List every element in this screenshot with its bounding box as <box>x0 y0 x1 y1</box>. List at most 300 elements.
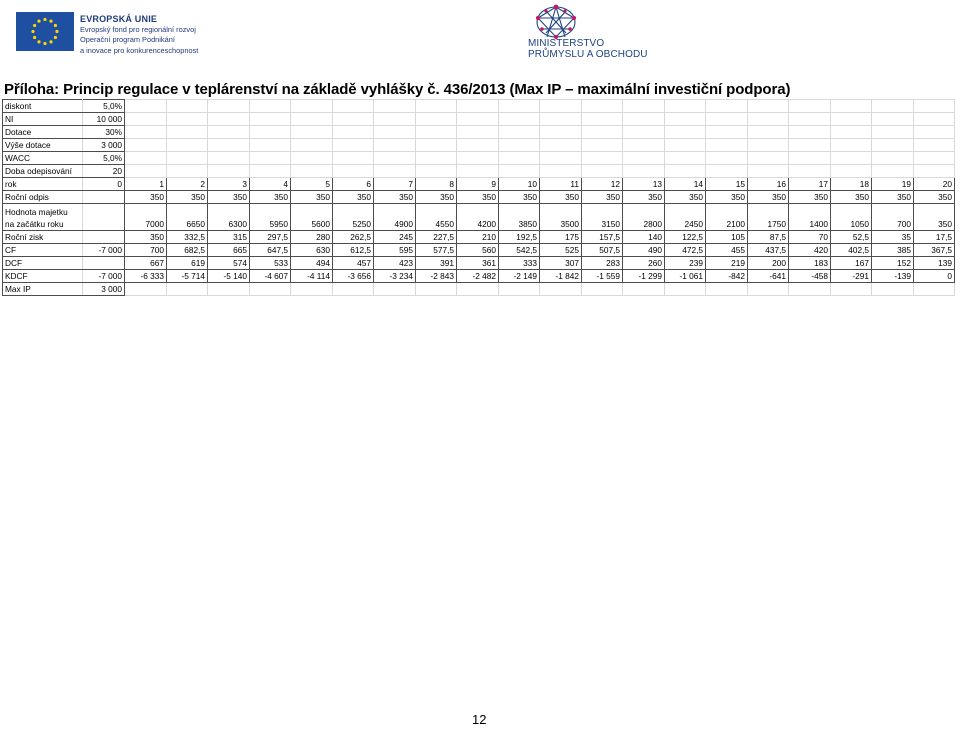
empty-cell <box>208 165 250 178</box>
table-cell: 4550 <box>416 204 457 231</box>
table-cell: 385 <box>872 244 914 257</box>
empty-cell <box>208 113 250 126</box>
table-cell: 350 <box>125 191 167 204</box>
empty-cell <box>540 283 582 296</box>
table-cell: 525 <box>540 244 582 257</box>
page-title: Příloha: Princip regulace v teplárenství na základě vyhlášky č. 436/2013 (Max IP – maximální investiční podpora) <box>4 81 791 98</box>
table-cell: 87,5 <box>748 231 789 244</box>
empty-cell <box>789 126 831 139</box>
table-cell: 18 <box>831 178 872 191</box>
row-label: KDCF <box>3 270 83 283</box>
table-row-cf <box>3 244 955 257</box>
table-cell: -3 656 <box>333 270 374 283</box>
empty-cell <box>125 283 167 296</box>
empty-cell <box>872 113 914 126</box>
parameter-row <box>3 165 955 178</box>
table-cell: 437,5 <box>748 244 789 257</box>
empty-cell <box>250 139 291 152</box>
table-cell: 13 <box>623 178 665 191</box>
empty-cell <box>250 152 291 165</box>
table-cell: -1 559 <box>582 270 623 283</box>
table-cell: 507,5 <box>582 244 623 257</box>
empty-cell <box>250 100 291 113</box>
empty-cell <box>416 165 457 178</box>
empty-cell <box>748 100 789 113</box>
table-cell: 315 <box>208 231 250 244</box>
empty-cell <box>665 283 706 296</box>
table-cell: -139 <box>872 270 914 283</box>
empty-cell <box>333 113 374 126</box>
empty-cell <box>333 152 374 165</box>
empty-cell <box>831 113 872 126</box>
empty-cell <box>208 152 250 165</box>
parameter-value: 5,0% <box>83 100 125 113</box>
empty-cell <box>291 139 333 152</box>
empty-cell <box>623 126 665 139</box>
table-cell: 350 <box>831 191 872 204</box>
empty-cell <box>831 152 872 165</box>
table-cell: -3 234 <box>374 270 416 283</box>
empty-cell <box>623 113 665 126</box>
table-row-rocni-zisk <box>3 231 955 244</box>
empty-cell <box>457 100 499 113</box>
empty-cell <box>665 100 706 113</box>
table-cell: -458 <box>789 270 831 283</box>
empty-cell <box>706 152 748 165</box>
table-cell: 332,5 <box>167 231 208 244</box>
table-cell: 280 <box>291 231 333 244</box>
table-cell: -6 333 <box>125 270 167 283</box>
table-cell: 52,5 <box>831 231 872 244</box>
parameter-value: 30% <box>83 126 125 139</box>
empty-cell <box>540 100 582 113</box>
table-cell <box>83 231 125 244</box>
table-cell: 472,5 <box>665 244 706 257</box>
empty-cell <box>789 165 831 178</box>
table-cell: 457 <box>333 257 374 270</box>
empty-cell <box>872 126 914 139</box>
empty-cell <box>125 139 167 152</box>
empty-cell <box>125 126 167 139</box>
parameter-value: 5,0% <box>83 152 125 165</box>
empty-cell <box>582 139 623 152</box>
empty-cell <box>789 100 831 113</box>
table-cell: 402,5 <box>831 244 872 257</box>
table-cell: 350 <box>333 191 374 204</box>
row-label <box>3 204 83 231</box>
table-cell: 152 <box>872 257 914 270</box>
table-cell: 574 <box>208 257 250 270</box>
parameter-row <box>3 152 955 165</box>
row-label: Max IP <box>3 283 83 296</box>
table-cell: 350 <box>416 191 457 204</box>
table-cell: 350 <box>582 191 623 204</box>
table-cell: 3 <box>208 178 250 191</box>
table-cell: 455 <box>706 244 748 257</box>
parameter-label: diskont <box>3 100 83 113</box>
mpo-logo <box>528 2 650 60</box>
table-cell: 140 <box>623 231 665 244</box>
table-row-rok <box>3 178 955 191</box>
empty-cell <box>872 165 914 178</box>
empty-cell <box>167 113 208 126</box>
empty-cell <box>291 100 333 113</box>
empty-cell <box>291 126 333 139</box>
empty-cell <box>374 100 416 113</box>
table-cell: 350 <box>167 191 208 204</box>
table-cell: 122,5 <box>665 231 706 244</box>
table-cell: 361 <box>457 257 499 270</box>
table-cell: 200 <box>748 257 789 270</box>
table-cell: 15 <box>706 178 748 191</box>
empty-cell <box>914 165 955 178</box>
table-cell <box>83 191 125 204</box>
table-cell: -842 <box>706 270 748 283</box>
table-cell: 11 <box>540 178 582 191</box>
empty-cell <box>623 152 665 165</box>
table-cell: -1 842 <box>540 270 582 283</box>
table-cell: 2 <box>167 178 208 191</box>
empty-cell <box>416 100 457 113</box>
empty-cell <box>167 126 208 139</box>
empty-cell <box>457 283 499 296</box>
table-cell: 20 <box>914 178 955 191</box>
table-cell: 420 <box>789 244 831 257</box>
empty-cell <box>416 113 457 126</box>
empty-cell <box>540 113 582 126</box>
empty-cell <box>914 100 955 113</box>
empty-cell <box>416 126 457 139</box>
table-cell: 8 <box>416 178 457 191</box>
table-cell: 612,5 <box>333 244 374 257</box>
empty-cell <box>333 126 374 139</box>
table-cell: 350 <box>291 191 333 204</box>
parameter-label: NI <box>3 113 83 126</box>
row-label: Roční zisk <box>3 231 83 244</box>
empty-cell <box>831 126 872 139</box>
empty-cell <box>291 113 333 126</box>
table-cell: 7 <box>374 178 416 191</box>
empty-cell <box>291 165 333 178</box>
row-label: Roční odpis <box>3 191 83 204</box>
table-cell: 5250 <box>333 204 374 231</box>
row-label-line2: na začátku roku <box>5 219 64 229</box>
empty-cell <box>167 283 208 296</box>
empty-cell <box>499 165 540 178</box>
empty-cell <box>748 139 789 152</box>
table-cell: 667 <box>125 257 167 270</box>
table-cell: 5600 <box>291 204 333 231</box>
table-cell: 3500 <box>540 204 582 231</box>
eu-flag-icon <box>16 12 74 51</box>
empty-cell <box>291 152 333 165</box>
row-label-line1: Hodnota majetku <box>5 207 68 217</box>
empty-cell <box>831 283 872 296</box>
empty-cell <box>914 113 955 126</box>
empty-cell <box>831 139 872 152</box>
table-cell: 245 <box>374 231 416 244</box>
table-cell: 260 <box>623 257 665 270</box>
mpo-logo-line2: PRŮMYSLU A OBCHODU <box>528 49 648 60</box>
empty-cell <box>167 100 208 113</box>
empty-cell <box>872 152 914 165</box>
empty-cell <box>872 139 914 152</box>
table-cell: 350 <box>872 191 914 204</box>
empty-cell <box>499 152 540 165</box>
table-cell: -1 061 <box>665 270 706 283</box>
table-row-dcf <box>3 257 955 270</box>
table-cell: 630 <box>291 244 333 257</box>
table-cell: 542,5 <box>499 244 540 257</box>
table-cell: 6 <box>333 178 374 191</box>
mpo-logo-line1: MINISTERSTVO <box>528 38 605 49</box>
empty-cell <box>333 165 374 178</box>
table-cell: 219 <box>706 257 748 270</box>
eu-logo-line1: EVROPSKÁ UNIE <box>80 14 158 24</box>
table-cell: 350 <box>914 191 955 204</box>
empty-cell <box>914 152 955 165</box>
empty-cell <box>582 152 623 165</box>
table-cell: 560 <box>457 244 499 257</box>
empty-cell <box>831 165 872 178</box>
table-cell: 490 <box>623 244 665 257</box>
empty-cell <box>623 165 665 178</box>
table-cell: 17 <box>789 178 831 191</box>
empty-cell <box>872 100 914 113</box>
empty-cell <box>167 139 208 152</box>
empty-cell <box>789 283 831 296</box>
table-cell: 239 <box>665 257 706 270</box>
table-cell: 5 <box>291 178 333 191</box>
empty-cell <box>457 126 499 139</box>
parameter-value: 3 000 <box>83 139 125 152</box>
table-cell: 1400 <box>789 204 831 231</box>
table-cell: 2100 <box>706 204 748 231</box>
empty-cell <box>540 152 582 165</box>
empty-cell <box>374 126 416 139</box>
table-cell: 105 <box>706 231 748 244</box>
table-cell: 0 <box>83 178 125 191</box>
table-cell: 4200 <box>457 204 499 231</box>
empty-cell <box>582 283 623 296</box>
table-cell: 1750 <box>748 204 789 231</box>
empty-cell <box>706 113 748 126</box>
empty-cell <box>457 152 499 165</box>
table-row-hodnota-majetku <box>3 204 955 231</box>
empty-cell <box>706 100 748 113</box>
empty-cell <box>914 283 955 296</box>
empty-cell <box>706 283 748 296</box>
regulation-table <box>2 99 955 296</box>
table-cell: 175 <box>540 231 582 244</box>
table-cell: 350 <box>665 191 706 204</box>
empty-cell <box>582 126 623 139</box>
empty-cell <box>499 283 540 296</box>
empty-cell <box>333 100 374 113</box>
empty-cell <box>208 100 250 113</box>
table-cell: 350 <box>623 191 665 204</box>
table-cell: 350 <box>540 191 582 204</box>
empty-cell <box>582 113 623 126</box>
mpo-logo-text <box>528 38 650 60</box>
eu-logo-line3: Operační program Podnikání <box>80 35 175 44</box>
table-row-max-ip <box>3 283 955 296</box>
table-cell: 6300 <box>208 204 250 231</box>
empty-cell <box>125 152 167 165</box>
page-number: 12 <box>472 712 487 727</box>
parameter-row <box>3 139 955 152</box>
table-cell: -1 299 <box>623 270 665 283</box>
table-cell: 4 <box>250 178 291 191</box>
max-ip-value: 3 000 <box>83 283 125 296</box>
table-cell: 167 <box>831 257 872 270</box>
table-cell: 700 <box>872 204 914 231</box>
table-cell: 350 <box>914 204 955 231</box>
empty-cell <box>706 165 748 178</box>
empty-cell <box>374 113 416 126</box>
empty-cell <box>540 139 582 152</box>
table-cell: 5950 <box>250 204 291 231</box>
empty-cell <box>125 113 167 126</box>
empty-cell <box>374 139 416 152</box>
empty-cell <box>457 165 499 178</box>
table-cell: 647,5 <box>250 244 291 257</box>
eu-logo-text <box>80 14 198 56</box>
table-cell: 682,5 <box>167 244 208 257</box>
table-cell: 391 <box>416 257 457 270</box>
table-cell <box>83 257 125 270</box>
empty-cell <box>457 139 499 152</box>
table-cell: -2 843 <box>416 270 457 283</box>
mpo-globe-icon <box>530 2 592 40</box>
empty-cell <box>374 152 416 165</box>
table-cell: -7 000 <box>83 244 125 257</box>
table-cell: 210 <box>457 231 499 244</box>
empty-cell <box>499 139 540 152</box>
table-cell: 192,5 <box>499 231 540 244</box>
table-cell: 350 <box>125 231 167 244</box>
parameter-label: Dotace <box>3 126 83 139</box>
empty-cell <box>540 126 582 139</box>
empty-cell <box>167 165 208 178</box>
table-cell: 2800 <box>623 204 665 231</box>
table-cell: 577,5 <box>416 244 457 257</box>
table-cell: -2 482 <box>457 270 499 283</box>
table-cell: 139 <box>914 257 955 270</box>
empty-cell <box>250 126 291 139</box>
table-cell: 14 <box>665 178 706 191</box>
table-cell: 350 <box>250 191 291 204</box>
table-cell: 0 <box>914 270 955 283</box>
table-cell: 227,5 <box>416 231 457 244</box>
table-cell: 307 <box>540 257 582 270</box>
table-cell: 1050 <box>831 204 872 231</box>
table-cell: 10 <box>499 178 540 191</box>
parameter-row <box>3 126 955 139</box>
table-cell: -641 <box>748 270 789 283</box>
table-cell: 1 <box>125 178 167 191</box>
empty-cell <box>914 139 955 152</box>
table-cell: 350 <box>499 191 540 204</box>
empty-cell <box>250 165 291 178</box>
empty-cell <box>872 283 914 296</box>
table-cell: 297,5 <box>250 231 291 244</box>
empty-cell <box>665 139 706 152</box>
row-label: DCF <box>3 257 83 270</box>
empty-cell <box>789 113 831 126</box>
table-cell: 183 <box>789 257 831 270</box>
table-cell: 333 <box>499 257 540 270</box>
empty-cell <box>208 139 250 152</box>
table-row-kdcf <box>3 270 955 283</box>
empty-cell <box>748 113 789 126</box>
empty-cell <box>457 113 499 126</box>
eu-logo-line2: Evropský fond pro regionální rozvoj <box>80 24 196 34</box>
table-cell: 494 <box>291 257 333 270</box>
empty-cell <box>789 152 831 165</box>
table-cell: 350 <box>789 191 831 204</box>
table-cell: 9 <box>457 178 499 191</box>
parameter-value: 20 <box>83 165 125 178</box>
table-cell: 350 <box>374 191 416 204</box>
parameter-row <box>3 113 955 126</box>
table-cell: 533 <box>250 257 291 270</box>
empty-cell <box>250 113 291 126</box>
table-cell: 3850 <box>499 204 540 231</box>
empty-cell <box>706 139 748 152</box>
parameters-block <box>3 100 955 178</box>
empty-cell <box>374 283 416 296</box>
table-cell: 16 <box>748 178 789 191</box>
table-cell: 12 <box>582 178 623 191</box>
table-cell: 665 <box>208 244 250 257</box>
empty-cell <box>291 283 333 296</box>
empty-cell <box>665 126 706 139</box>
table-cell: 350 <box>457 191 499 204</box>
empty-cell <box>748 152 789 165</box>
empty-cell <box>623 139 665 152</box>
parameter-label: Výše dotace <box>3 139 83 152</box>
table-cell: 423 <box>374 257 416 270</box>
table-cell: 157,5 <box>582 231 623 244</box>
table-cell: -4 607 <box>250 270 291 283</box>
empty-cell <box>582 100 623 113</box>
table-cell: 700 <box>125 244 167 257</box>
table-cell: 262,5 <box>333 231 374 244</box>
empty-cell <box>831 100 872 113</box>
empty-cell <box>748 165 789 178</box>
empty-cell <box>333 139 374 152</box>
table-cell: 595 <box>374 244 416 257</box>
empty-cell <box>623 283 665 296</box>
empty-cell <box>208 126 250 139</box>
table-cell: 19 <box>872 178 914 191</box>
empty-cell <box>125 165 167 178</box>
empty-cell <box>665 165 706 178</box>
table-cell: -5 140 <box>208 270 250 283</box>
table-cell: 4900 <box>374 204 416 231</box>
table-row-rocni-odpis <box>3 191 955 204</box>
table-cell: 35 <box>872 231 914 244</box>
table-cell: 283 <box>582 257 623 270</box>
table-cell: -2 149 <box>499 270 540 283</box>
parameter-label: WACC <box>3 152 83 165</box>
empty-cell <box>208 283 250 296</box>
empty-cell <box>416 139 457 152</box>
table-cell: -291 <box>831 270 872 283</box>
table-cell: 17,5 <box>914 231 955 244</box>
table-cell: 619 <box>167 257 208 270</box>
